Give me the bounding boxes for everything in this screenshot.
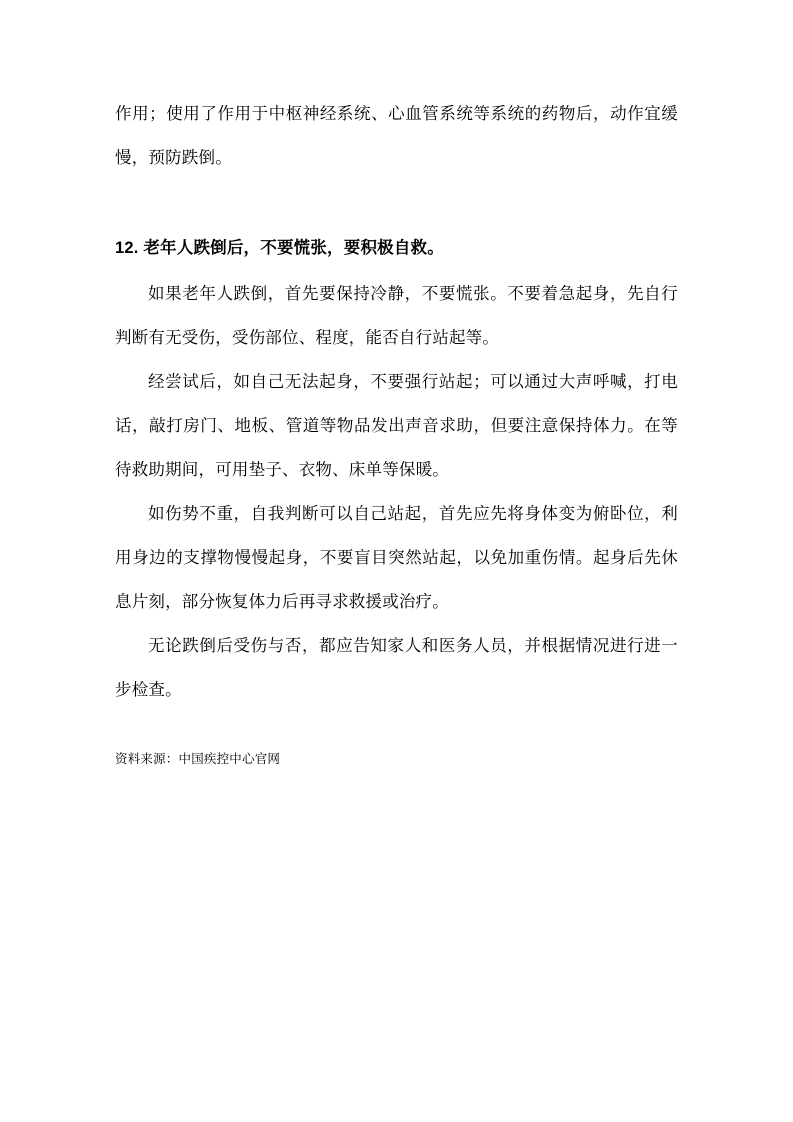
spacer-before-source <box>115 712 678 746</box>
source-note: 资料来源：中国疾控中心官网 <box>115 752 281 766</box>
paragraph-1: 如果老年人跌倒，首先要保持冷静，不要慌张。不要着急起身，先自行判断有无受伤，受伤部位、程度，能否自行站起等。 <box>115 285 678 347</box>
paragraph-2: 经尝试后，如自己无法起身，不要强行站起；可以通过大声呼喊，打电话，敲打房门、地板、管道等物品发出声音求助，但要注意保持体力。在等待救助期间，可用垫子、衣物、床单等保暖。 <box>115 373 678 479</box>
paragraph-3: 如伤势不重，自我判断可以自己站起，首先应先将身体变为俯卧位，利用身边的支撑物慢慢起身，不要盲目突然站起，以免加重伤情。起身后先休息片刻，部分恢复体力后再寻求救援或治疗。 <box>115 505 678 611</box>
section-heading-text: 老年人跌倒后，不要慌张，要积极自救。 <box>143 239 444 257</box>
paragraph-continued: 作用；使用了作用于中枢神经系统、心血管系统等系统的药物后，动作宜缓慢，预防跌倒。 <box>115 105 678 167</box>
spacer-before-heading <box>115 180 678 226</box>
document-body <box>115 92 678 772</box>
paragraph-4: 无论跌倒后受伤与否，都应告知家人和医务人员，并根据情况进行进一步检查。 <box>115 637 678 699</box>
section-heading <box>115 226 678 270</box>
section-heading-number: 12. <box>115 239 139 257</box>
